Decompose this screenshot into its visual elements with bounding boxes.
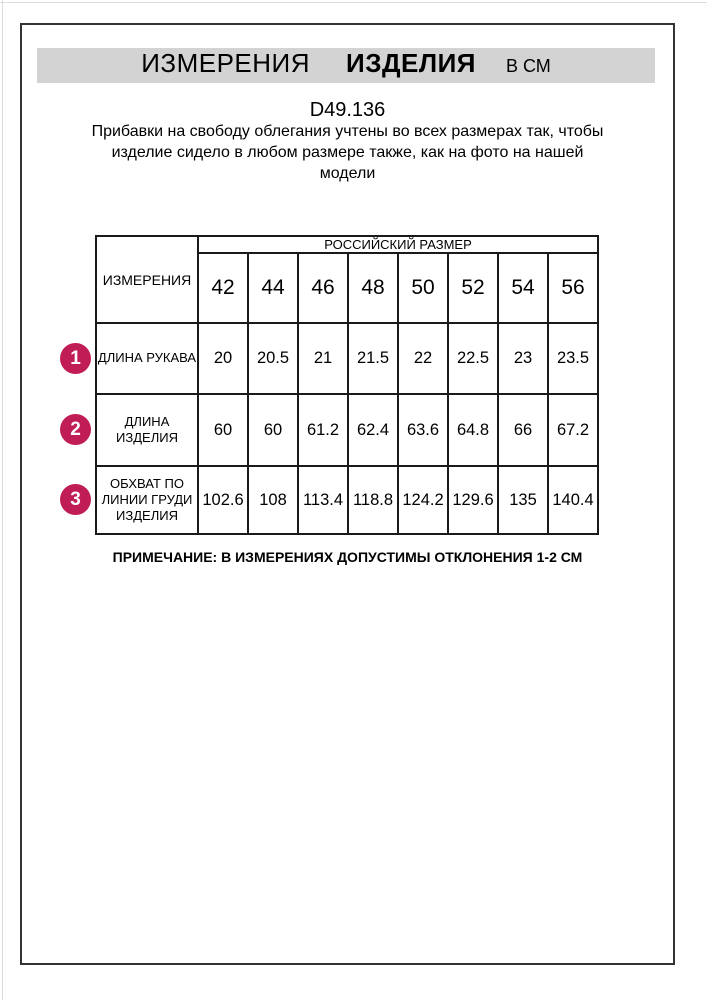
measurement-value-cell: 21 [298, 323, 348, 394]
size-column-header: 50 [398, 253, 448, 323]
measurement-value-cell: 22.5 [448, 323, 498, 394]
measurement-value-cell: 20 [198, 323, 248, 394]
size-column-header: 46 [298, 253, 348, 323]
scan-edge-top [0, 2, 707, 3]
table-row-product-length [96, 394, 598, 466]
measurement-value-cell: 102.6 [198, 466, 248, 534]
row-label: ОБХВАТ ПО ЛИНИИ ГРУДИ ИЗДЕЛИЯ [96, 466, 198, 534]
table-row-sleeve-length [96, 323, 598, 394]
measurement-value-cell: 67.2 [548, 394, 598, 466]
row-number-badge-2: 2 [60, 414, 91, 445]
measurement-value-cell: 124.2 [398, 466, 448, 534]
measurement-value-cell: 66 [498, 394, 548, 466]
measurement-value-cell: 22 [398, 323, 448, 394]
measurement-value-cell: 108 [248, 466, 298, 534]
measurement-value-cell: 60 [198, 394, 248, 466]
size-column-header: 44 [248, 253, 298, 323]
measurements-table [95, 235, 599, 535]
measurement-value-cell: 61.2 [298, 394, 348, 466]
article-code: D49.136 [309, 99, 386, 121]
size-column-header: 48 [348, 253, 398, 323]
table-row-chest-girth [96, 466, 598, 534]
measurement-value-cell: 140.4 [548, 466, 598, 534]
measurement-value-cell: 23 [498, 323, 548, 394]
page-border-frame [20, 23, 675, 965]
measurement-value-cell: 20.5 [248, 323, 298, 394]
measurement-value-cell: 129.6 [448, 466, 498, 534]
scan-edge-left [2, 0, 3, 1000]
measurement-value-cell: 118.8 [348, 466, 398, 534]
tolerance-note: ПРИМЕЧАНИЕ: В ИЗМЕРЕНИЯХ ДОПУСТИМЫ ОТКЛОНЕНИЯ 1-2 СМ [112, 549, 583, 565]
measurement-value-cell: 135 [498, 466, 548, 534]
size-column-header: 42 [198, 253, 248, 323]
measurement-value-cell: 113.4 [298, 466, 348, 534]
measurement-value-cell: 21.5 [348, 323, 398, 394]
size-group-header: РОССИЙСКИЙ РАЗМЕР [198, 236, 598, 253]
fit-description: Прибавки на свободу облегания учтены во всех размерах так, чтобы изделие сидело в любом размере также, как на фото на нашей модели [91, 123, 604, 182]
row-label: ДЛИНА РУКАВА [96, 323, 198, 394]
measurement-value-cell: 63.6 [398, 394, 448, 466]
measurement-value-cell: 62.4 [348, 394, 398, 466]
title-product: ИЗДЕЛИЯ [346, 48, 476, 78]
size-column-header: 56 [548, 253, 598, 323]
row-number-badge-1: 1 [60, 343, 91, 374]
title-band [37, 48, 655, 83]
title-measurements: ИЗМЕРЕНИЯ [141, 48, 311, 78]
size-column-header: 52 [448, 253, 498, 323]
table-corner-header: ИЗМЕРЕНИЯ [96, 236, 198, 323]
measurement-value-cell: 64.8 [448, 394, 498, 466]
row-label: ДЛИНА ИЗДЕЛИЯ [96, 394, 198, 466]
title-units: В СМ [505, 56, 551, 76]
measurement-value-cell: 60 [248, 394, 298, 466]
size-column-header: 54 [498, 253, 548, 323]
row-number-badge-3: 3 [60, 484, 91, 515]
measurement-value-cell: 23.5 [548, 323, 598, 394]
